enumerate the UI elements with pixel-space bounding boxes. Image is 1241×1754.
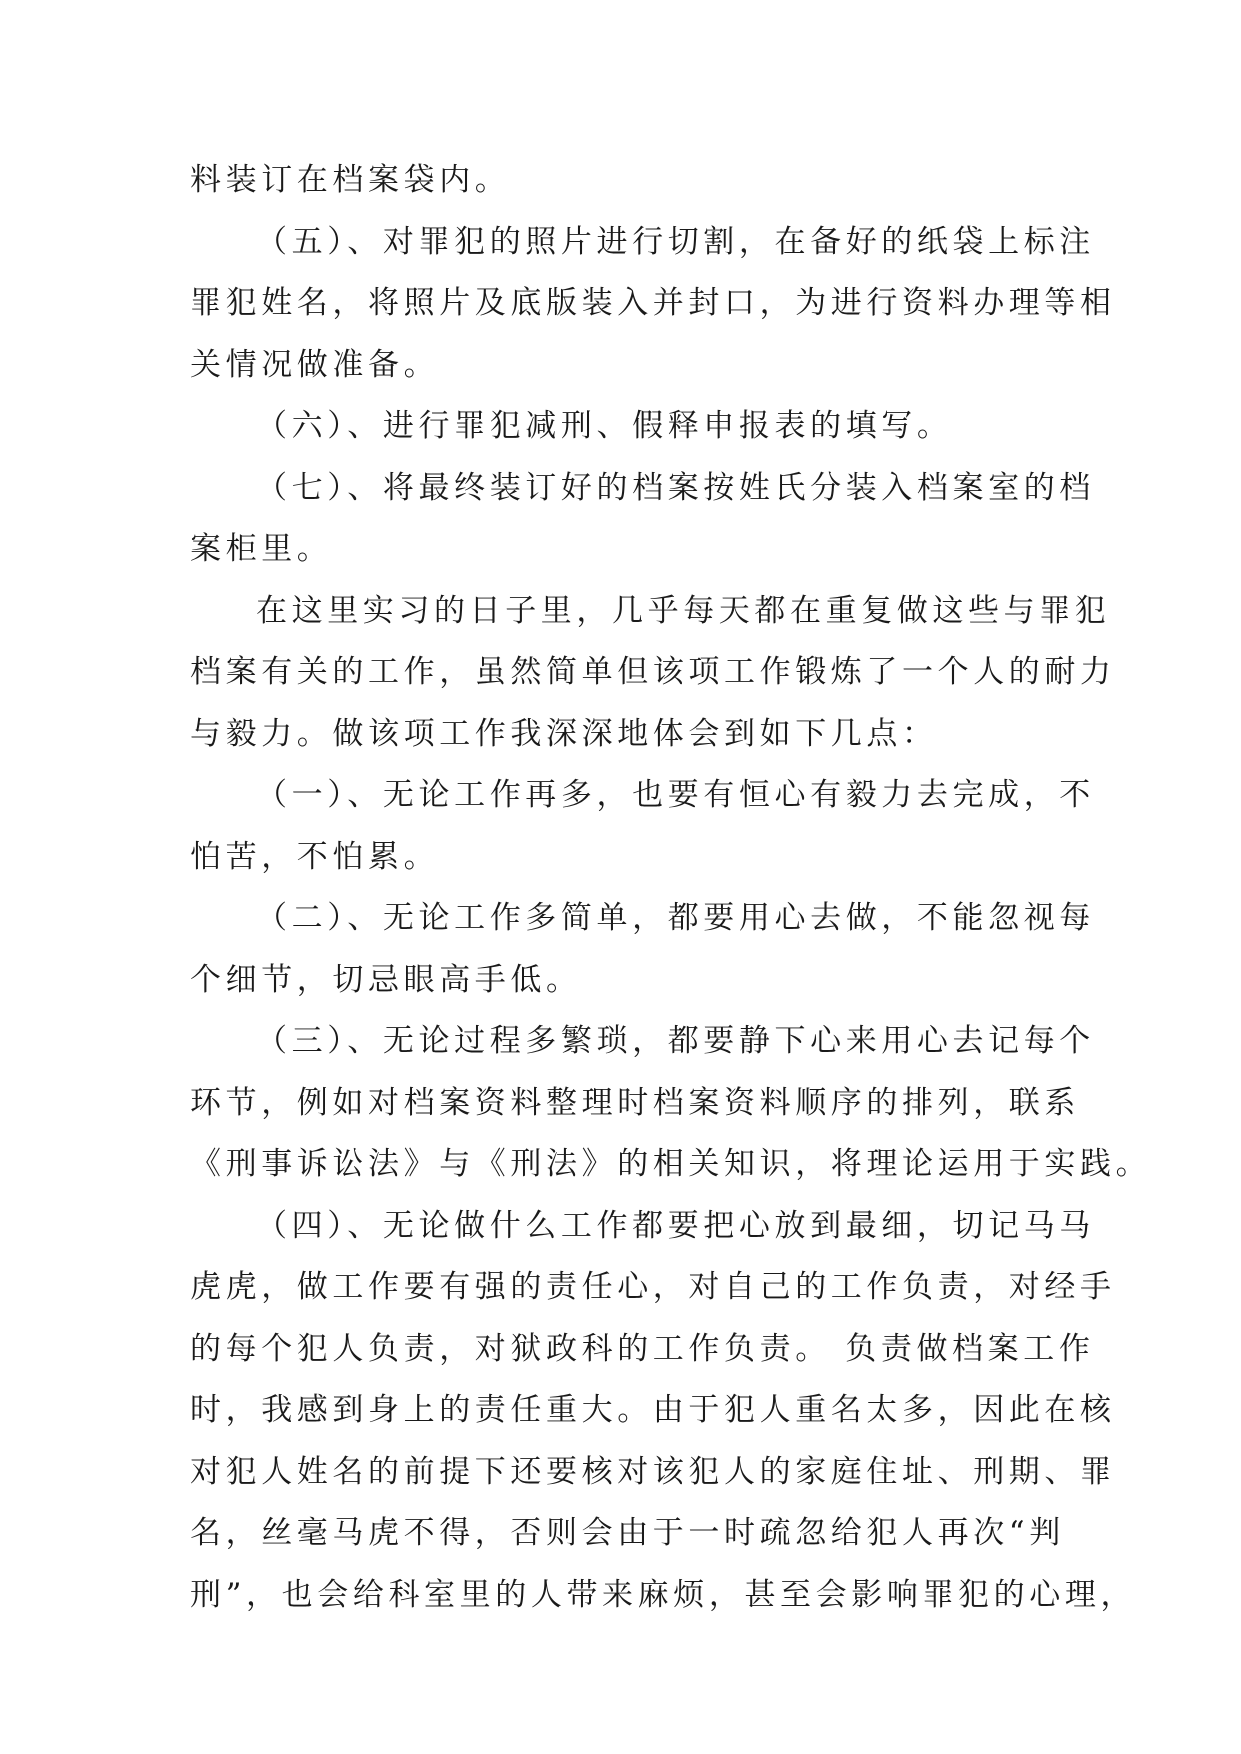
text-line: （六）、进行罪犯减刑、假释申报表的填写。: [256, 408, 953, 444]
text-line: （一）、无论工作再多，也要有恒心有毅力去完成，不: [256, 777, 1095, 813]
paragraph-item-7: [190, 458, 1095, 581]
text-line: 刑”，也会给科室里的人带来麻烦，甚至会影响罪犯的心理，: [190, 1576, 1137, 1613]
text-line: 怕苦，不怕累。: [190, 838, 440, 875]
text-line: （五）、对罪犯的照片进行切割，在备好的纸袋上标注: [256, 223, 1095, 260]
text-line: 虎虎，做工作要有强的责任心，对自己的工作负责，对经手: [190, 1269, 1116, 1305]
text-line: （七）、将最终装订好的档案按姓氏分装入档案室的档: [256, 469, 1095, 506]
text-line: 个细节，切忌眼高手低。: [190, 961, 582, 998]
body-text: [190, 150, 1152, 1626]
paragraph-point-3: [190, 1011, 1152, 1196]
text-line: 的每个犯人负责，对狱政科的工作负责。 负责做档案工作: [190, 1330, 1095, 1367]
text-line: （三）、无论过程多繁琐，都要静下心来用心去记每个: [256, 1023, 1095, 1059]
text-line: 对犯人姓名的前提下还要核对该犯人的家庭住址、刑期、罪: [190, 1453, 1116, 1490]
paragraph-reflection: [190, 581, 1116, 766]
text-line: 《刑事诉讼法》与《刑法》的相关知识，将理论运用于实践。: [190, 1146, 1152, 1182]
text-line: 罪犯姓名，将照片及底版装入并封口，为进行资料办理等相: [190, 285, 1116, 321]
text-line: 在这里实习的日子里，几乎每天都在重复做这些与罪犯: [256, 592, 1111, 629]
text-line: 档案有关的工作，虽然简单但该项工作锻炼了一个人的耐力: [190, 654, 1116, 690]
paragraph-point-1: [190, 765, 1095, 888]
text-line: 时，我感到身上的责任重大。由于犯人重名太多，因此在核: [190, 1392, 1116, 1428]
text-line: 案柜里。: [190, 531, 333, 567]
text-line: （二）、无论工作多简单，都要用心去做，不能忽视每: [256, 900, 1095, 936]
text-line: 与毅力。做该项工作我深深地体会到如下几点：: [190, 715, 938, 752]
text-line: 关情况做准备。: [190, 346, 440, 383]
paragraph-item-6: [190, 396, 1050, 458]
text-line: 料装订在档案袋内。: [190, 162, 511, 198]
text-line: 环节，例如对档案资料整理时档案资料顺序的排列，联系: [190, 1084, 1080, 1121]
paragraph-point-2: [190, 888, 1095, 1011]
paragraph-continuation: [190, 150, 1050, 212]
text-line: 名，丝毫马虎不得，否则会由于一时疏忽给犯人再次“判: [190, 1515, 1065, 1551]
paragraph-point-4: [190, 1196, 1137, 1627]
text-line: （四）、无论做什么工作都要把心放到最细，切记马马: [256, 1207, 1095, 1244]
paragraph-item-5: [190, 212, 1116, 397]
